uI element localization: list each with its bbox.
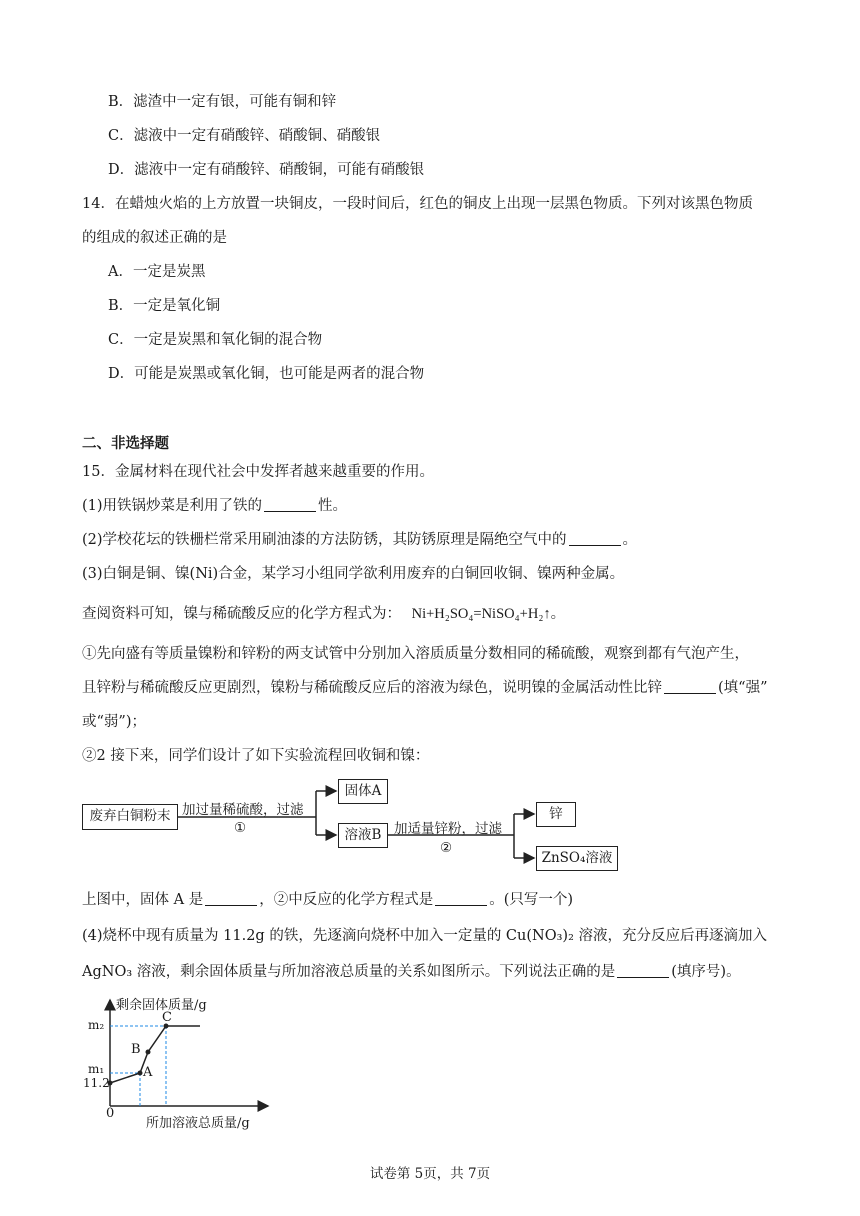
after-text-a: 上图中，固体 A 是 xyxy=(82,892,204,908)
chemical-equation: Ni+H₂SO₄=NiSO₄+H₂↑。 xyxy=(411,606,566,622)
q15-c1-line1: ①先向盛有等质量镍粉和锌粉的两支试管中分别加入溶质质量分数相同的稀硫酸，观察到都有气泡产生， xyxy=(82,646,749,662)
q15-part4-line1: (4)烧杯中现有质量为 11.2g 的铁，先逐滴向烧杯中加入一定量的 Cu(NO₃)₂ 溶液，充分反应后再逐滴加入 xyxy=(82,928,767,944)
page-footer: 试卷第 5页，共 7页 xyxy=(369,1166,491,1182)
q14-option-d: D．可能是炭黑或氧化铜，也可能是两者的混合物 xyxy=(108,366,425,382)
q13-option-b: B．滤渣中一定有银，可能有铜和锌 xyxy=(108,94,337,110)
q15-c1-line3: 或“弱”)； xyxy=(82,714,146,730)
q15-stem: 15．金属材料在现代社会中发挥者越来越重要的作用。 xyxy=(82,464,434,480)
flow-step2-number: ② xyxy=(440,840,453,856)
graph-y-tick-m1: m₁ xyxy=(88,1062,105,1076)
info-text: 查阅资料可知，镍与稀硫酸反应的化学方程式为： xyxy=(82,606,401,622)
graph-y-label: 剩余固体质量/g xyxy=(116,998,207,1013)
flow-znso4-box: ZnSO₄溶液 xyxy=(536,846,618,871)
q15-part1-text-a: (1)用铁锅炒菜是利用了铁的 xyxy=(82,498,263,514)
q15-part1-text-b: 性。 xyxy=(318,498,348,514)
flow-solution-b-box: 溶液B xyxy=(338,823,388,848)
graph-line xyxy=(110,1026,200,1083)
flow-start-box: 废弃白铜粉末 xyxy=(82,804,178,830)
q13-option-d: D．滤液中一定有硝酸锌、硝酸铜，可能有硝酸银 xyxy=(108,162,425,178)
c1-text: 且锌粉与稀硫酸反应更剧烈，镍粉与稀硫酸反应后的溶液为绿色，说明镍的金属活动性比锌 xyxy=(82,680,662,696)
graph-y-tick-m2: m₂ xyxy=(88,1018,105,1032)
after-text-c: 。(只写一个) xyxy=(489,892,574,908)
p4-text: AgNO₃ 溶液，剩余固体质量与所加溶液总质量的关系如图所示。下列说法正确的是 xyxy=(82,964,616,980)
q14-stem-line2: 的组成的叙述正确的是 xyxy=(82,230,227,246)
q15-c2: ②2 接下来，同学们设计了如下实验流程回收铜和镍： xyxy=(82,748,430,764)
flow-zinc-box: 锌 xyxy=(536,802,576,827)
q15-part2-text-b: 。 xyxy=(622,532,638,548)
c1-hint: (填“强” xyxy=(718,680,768,696)
q15-part3: (3)白铜是铜、镍(Ni)合金，某学习小组同学欲利用废弃的白铜回收铜、镍两种金属。 xyxy=(82,566,625,582)
graph-point-c-label: C xyxy=(162,1010,172,1025)
section-title: 二、非选择题 xyxy=(82,435,169,452)
q15-part2-text-a: (2)学校花坛的铁栅栏常采用刷油漆的方法防锈，其防锈原理是隔绝空气中的 xyxy=(82,532,567,548)
q14-option-c: C．一定是炭黑和氧化铜的混合物 xyxy=(108,332,323,348)
flow-step1-number: ① xyxy=(234,820,247,836)
q14-option-b: B．一定是氧化铜 xyxy=(108,298,221,314)
graph-x-label: 所加溶液总质量/g xyxy=(146,1116,250,1131)
after-text-b: ，②中反应的化学方程式是 xyxy=(259,892,434,908)
point-b xyxy=(146,1050,151,1055)
q14-stem-line1: 14．在蜡烛火焰的上方放置一块铜皮，一段时间后，红色的铜皮上出现一层黑色物质。下列对该黑色物质 xyxy=(82,196,753,212)
q13-option-c: C．滤液中一定有硝酸锌、硝酸铜、硝酸银 xyxy=(108,128,381,144)
graph-origin: 0 xyxy=(106,1106,115,1121)
point-a xyxy=(138,1071,143,1076)
graph-point-a-label: A xyxy=(143,1065,153,1080)
graph-point-b-label: B xyxy=(131,1042,141,1057)
q14-option-a: A．一定是炭黑 xyxy=(108,264,206,280)
flow-solid-a-box: 固体A xyxy=(338,779,388,804)
flow-step1-label: 加过量稀硫酸，过滤 xyxy=(182,802,304,818)
flow-step2-label: 加适量锌粉，过滤 xyxy=(394,821,502,837)
graph-y-tick-11.2: 11.2 xyxy=(83,1076,110,1090)
p4-hint: (填序号)。 xyxy=(671,964,741,980)
